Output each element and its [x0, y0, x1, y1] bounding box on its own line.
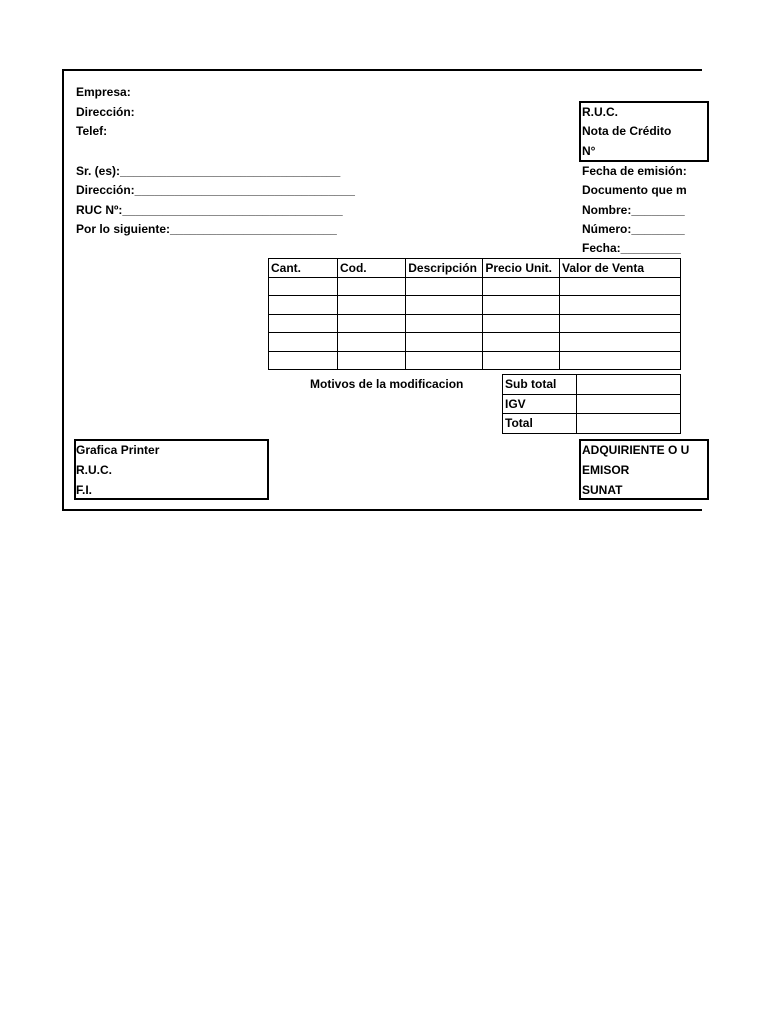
igv-value — [577, 394, 681, 414]
header-descripcion: Descripción — [406, 259, 483, 278]
table-cell — [483, 314, 560, 333]
ruc-box-nota: Nota de Crédito — [582, 124, 672, 138]
table-cell — [406, 296, 483, 315]
table-cell — [483, 296, 560, 315]
table-cell — [560, 277, 681, 296]
table-row — [269, 277, 681, 296]
ruc-box-numero: N° — [582, 144, 596, 158]
form-viewport — [0, 0, 690, 497]
subtotal-label: Sub total — [503, 375, 577, 395]
table-cell — [406, 351, 483, 370]
table-row — [269, 296, 681, 315]
total-label: Total — [503, 414, 577, 434]
total-value — [577, 414, 681, 434]
table-cell — [483, 333, 560, 352]
fecha-emision-label: Fecha de emisión: — [582, 164, 687, 178]
copy-emisor: EMISOR — [582, 463, 630, 477]
table-cell — [560, 351, 681, 370]
table-cell — [337, 351, 405, 370]
igv-label: IGV — [503, 394, 577, 414]
igv-row — [503, 394, 681, 414]
copy-adquiriente: ADQUIRIENTE O U — [582, 443, 690, 457]
por-lo-siguiente-field: Por lo siguiente:_________________________ — [76, 222, 337, 236]
table-cell — [337, 296, 405, 315]
header-cod: Cod. — [337, 259, 405, 278]
table-cell — [269, 277, 338, 296]
table-cell — [337, 333, 405, 352]
table-row — [269, 351, 681, 370]
subtotal-value — [577, 375, 681, 395]
table-row — [269, 333, 681, 352]
table-cell — [483, 351, 560, 370]
table-cell — [269, 296, 338, 315]
printer-ruc: R.U.C. — [76, 463, 112, 477]
table-cell — [560, 333, 681, 352]
items-header-row — [269, 259, 681, 278]
client-ruc-field: RUC Nº:_________________________________ — [76, 203, 343, 217]
nombre-field: Nombre:________ — [582, 203, 685, 217]
table-cell — [269, 333, 338, 352]
motivos-label: Motivos de la modificacion — [310, 377, 464, 391]
table-cell — [483, 277, 560, 296]
table-cell — [269, 351, 338, 370]
client-direccion-field: Dirección:_________________________________ — [76, 183, 355, 197]
subtotal-row — [503, 375, 681, 395]
table-cell — [560, 314, 681, 333]
telef-label: Telef: — [76, 124, 108, 138]
header-precio-unit: Precio Unit. — [483, 259, 560, 278]
header-valor-venta: Valor de Venta — [560, 259, 681, 278]
table-cell — [406, 277, 483, 296]
table-row — [269, 314, 681, 333]
direccion-label: Dirección: — [76, 105, 135, 119]
printer-fi: F.I. — [76, 483, 93, 497]
table-cell — [406, 333, 483, 352]
table-cell — [406, 314, 483, 333]
total-row — [503, 414, 681, 434]
items-table — [268, 258, 681, 370]
ruc-box-ruc: R.U.C. — [582, 105, 618, 119]
documento-label: Documento que m — [582, 183, 687, 197]
table-cell — [337, 277, 405, 296]
copy-sunat: SUNAT — [582, 483, 623, 497]
table-cell — [560, 296, 681, 315]
table-cell — [269, 314, 338, 333]
numero-field: Número:________ — [582, 222, 685, 236]
header-cant: Cant. — [269, 259, 338, 278]
fecha-field: Fecha:_________ — [582, 241, 681, 255]
empresa-label: Empresa: — [76, 85, 131, 99]
table-cell — [337, 314, 405, 333]
printer-name: Grafica Printer — [76, 443, 160, 457]
totals-table — [502, 374, 681, 434]
client-sr-field: Sr. (es):_________________________________ — [76, 164, 341, 178]
